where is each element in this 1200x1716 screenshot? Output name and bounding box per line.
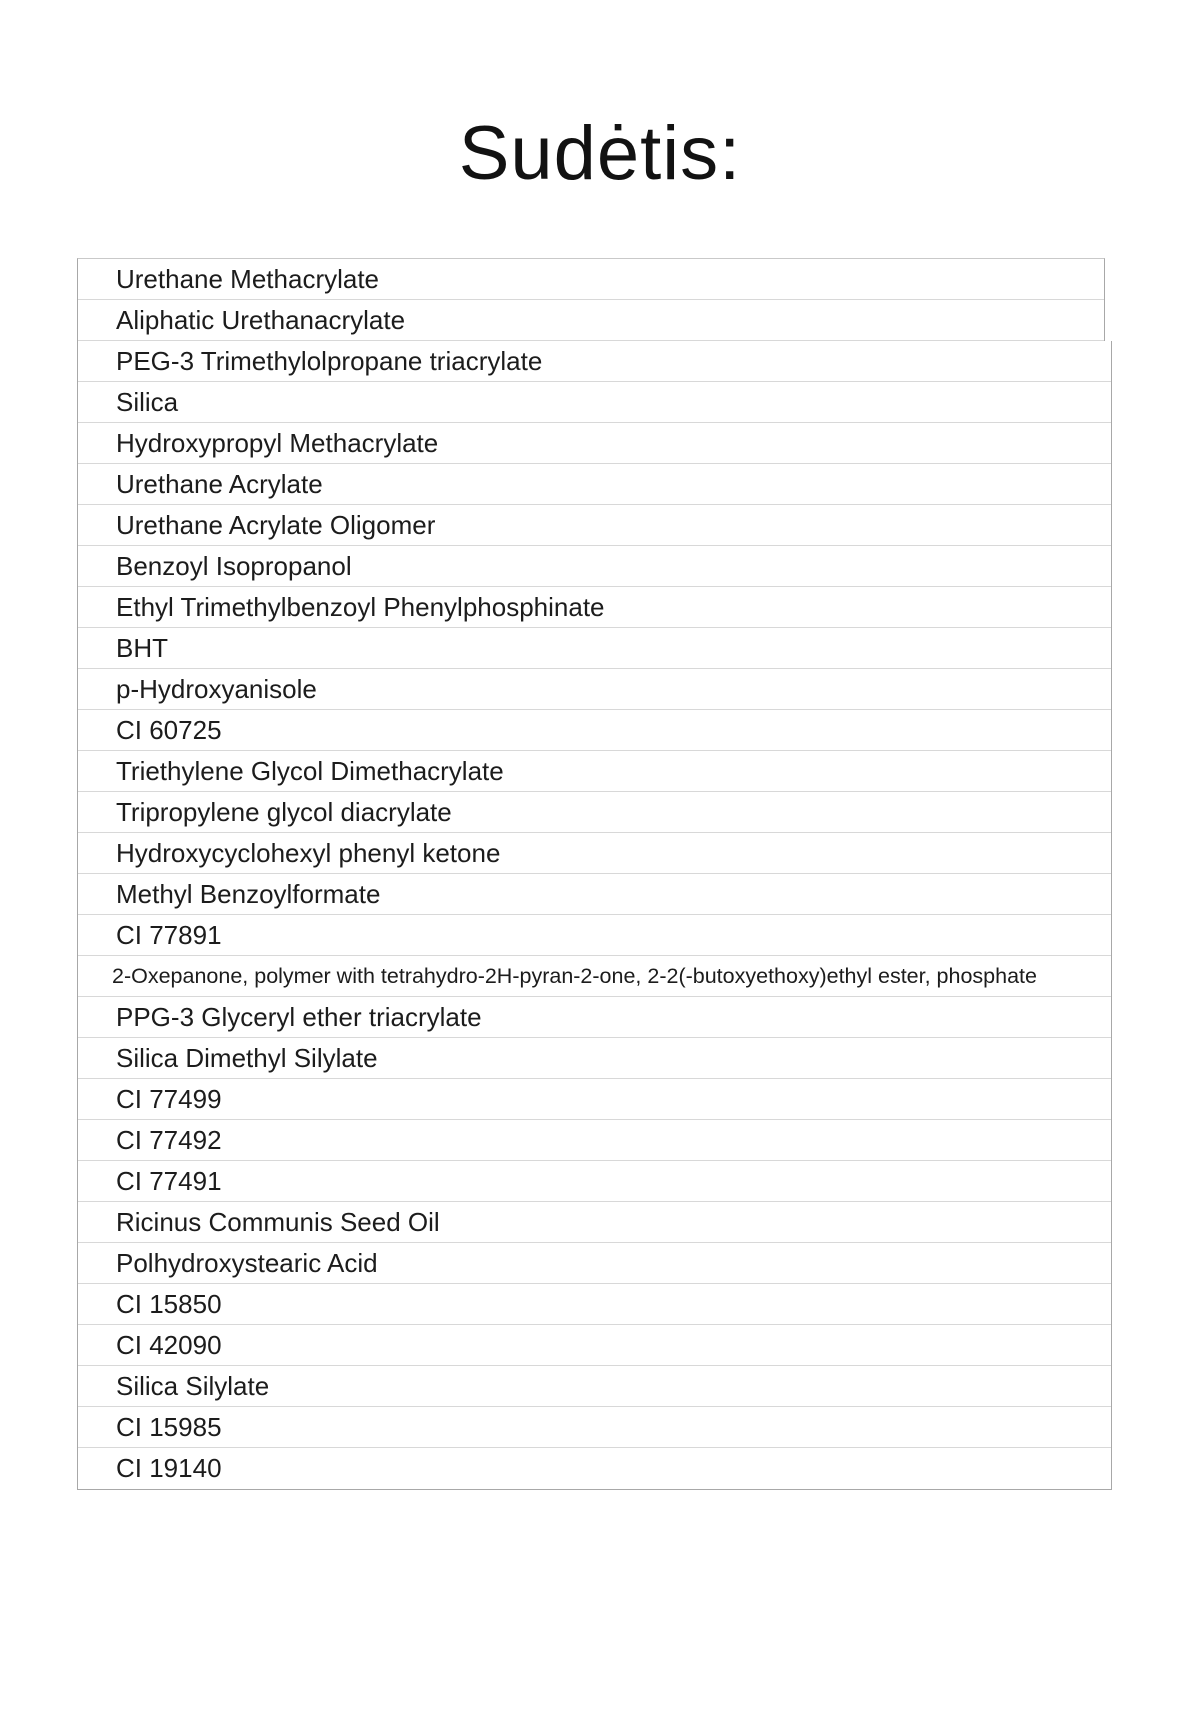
ingredient-name: BHT — [116, 633, 168, 663]
ingredient-list-block-main — [77, 341, 1112, 1490]
ingredient-name: CI 15850 — [116, 1289, 222, 1319]
ingredient-name: p-Hydroxyanisole — [116, 674, 317, 704]
list-item — [78, 300, 1104, 341]
ingredient-name: Urethane Acrylate — [116, 469, 323, 499]
ingredient-name: Aliphatic Urethanacrylate — [116, 305, 406, 335]
list-item — [78, 1325, 1111, 1366]
list-item — [78, 710, 1111, 751]
list-item — [78, 1038, 1111, 1079]
ingredient-table — [77, 258, 1200, 1490]
list-item — [78, 669, 1111, 710]
list-item — [78, 1407, 1111, 1448]
ingredient-name: Urethane Acrylate Oligomer — [116, 510, 436, 540]
ingredient-name: Methyl Benzoylformate — [116, 879, 381, 909]
list-item — [78, 1366, 1111, 1407]
ingredient-name: CI 19140 — [116, 1453, 222, 1483]
list-item — [78, 628, 1111, 669]
list-item — [78, 1079, 1111, 1120]
ingredient-name: Ricinus Communis Seed Oil — [116, 1207, 440, 1237]
ingredient-list-block-top — [77, 258, 1105, 341]
ingredient-name: Triethylene Glycol Dimethacrylate — [116, 756, 504, 786]
list-item — [78, 1284, 1111, 1325]
ingredient-name: Urethane Methacrylate — [116, 264, 380, 294]
list-item — [78, 874, 1111, 915]
list-item — [78, 464, 1111, 505]
list-item — [78, 751, 1111, 792]
ingredient-name: Hydroxypropyl Methacrylate — [116, 428, 439, 458]
list-item — [78, 833, 1111, 874]
ingredient-name: 2-Oxepanone, polymer with tetrahydro-2H-pyran-2-one, 2-2(-butoxyethoxy)ethyl ester, phosphate — [112, 964, 1037, 988]
ingredient-name: PEG-3 Trimethylolpropane triacrylate — [116, 346, 543, 376]
ingredient-name: Hydroxycyclohexyl phenyl ketone — [116, 838, 501, 868]
list-item — [78, 423, 1111, 464]
list-item — [78, 587, 1111, 628]
list-item — [78, 505, 1111, 546]
list-item — [78, 956, 1111, 997]
ingredient-name: Silica Silylate — [116, 1371, 270, 1401]
ingredient-name: Silica — [116, 387, 179, 417]
ingredient-name: CI 77492 — [116, 1125, 222, 1155]
list-item — [78, 1448, 1111, 1489]
list-item — [78, 546, 1111, 587]
ingredient-name: PPG-3 Glyceryl ether triacrylate — [116, 1002, 482, 1032]
list-item — [78, 382, 1111, 423]
page-title: Sudėtis: — [458, 111, 742, 196]
list-item — [78, 1120, 1111, 1161]
ingredient-name: CI 77891 — [116, 920, 222, 950]
ingredient-name: CI 42090 — [116, 1330, 222, 1360]
list-item — [78, 1161, 1111, 1202]
list-item — [78, 915, 1111, 956]
list-item — [78, 259, 1104, 300]
ingredient-name: Polhydroxystearic Acid — [116, 1248, 378, 1278]
list-item — [78, 997, 1111, 1038]
list-item — [78, 1202, 1111, 1243]
ingredient-name: Benzoyl Isopropanol — [116, 551, 352, 581]
list-item — [78, 341, 1111, 382]
ingredient-name: Ethyl Trimethylbenzoyl Phenylphosphinate — [116, 592, 605, 622]
ingredient-name: CI 77491 — [116, 1166, 222, 1196]
list-item — [78, 792, 1111, 833]
ingredient-name: CI 77499 — [116, 1084, 222, 1114]
ingredient-name: CI 15985 — [116, 1412, 222, 1442]
ingredient-name: CI 60725 — [116, 715, 222, 745]
list-item — [78, 1243, 1111, 1284]
ingredient-name: Silica Dimethyl Silylate — [116, 1043, 378, 1073]
ingredient-name: Tripropylene glycol diacrylate — [116, 797, 452, 827]
